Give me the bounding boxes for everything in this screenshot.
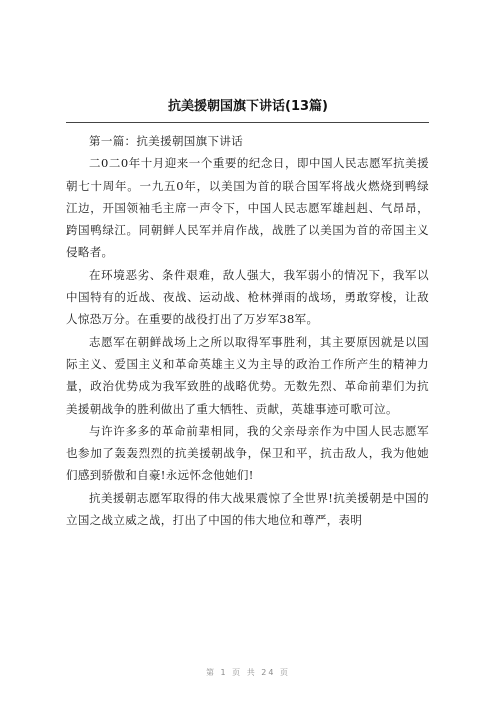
paragraph: 抗美援朝志愿军取得的伟大战果震惊了全世界!抗美援朝是中国的立国之战立威之战，打出了中国的伟大地位和尊严，表明 (66, 490, 429, 528)
document-title: 抗美援朝国旗下讲话(13篇) (168, 99, 328, 114)
document-body (66, 130, 429, 531)
paragraph: 与许许多多的革命前辈相同，我的父亲母亲作为中国人民志愿军也参加了轰轰烈烈的抗美援朝战争，保卫和平，抗击敌人，我为他她们感到骄傲和自豪!永远怀念他她们! (66, 423, 429, 483)
paragraph: 在环境恶劣、条件艰难，敌人强大，我军弱小的情况下，我军以中国特有的近战、夜战、运动战、枪林弹雨的战场，勇敢穿梭，让敌人惊恐万分。在重要的战役打出了万岁军38军。 (66, 267, 429, 327)
paragraph: 志愿军在朝鲜战场上之所以取得军事胜利，其主要原因就是以国际主义、爱国主义和革命英雄主义为主导的政治工作所产生的精神力量，政治优势成为我军致胜的战略优势。无数先烈、革命前辈们为抗美援朝战争的胜利做出了重大牺牲、贡献，英雄事迹可歌可泣。 (66, 334, 429, 416)
page-number-footer: 第 1 页 共 24 页 (206, 668, 290, 677)
title-divider (66, 122, 429, 123)
paragraph: 二0二0年十月迎来一个重要的纪念日，即中国人民志愿军抗美援朝七十周年。一九五0年，以美国为首的联合国军将战火燃烧到鸭绿江边，开国领袖毛主席一声令下，中国人民志愿军雄赳赳、气昂昂，跨国鸭绿江。同朝鲜人民军并肩作战，战胜了以美国为首的帝国主义侵略者。 (66, 156, 429, 260)
section-heading: 第一篇：抗美援朝国旗下讲话 (89, 134, 244, 148)
